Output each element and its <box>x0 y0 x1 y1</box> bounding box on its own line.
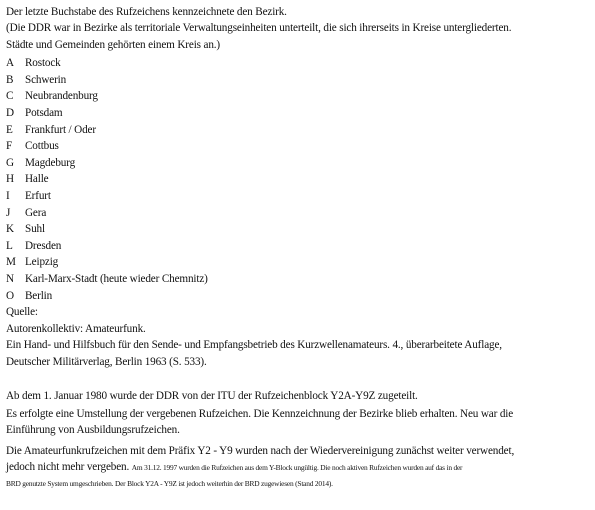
intro-line: Der letzte Buchstabe des Rufzeichens kennzeichnete den Bezirk. <box>6 6 287 18</box>
district-name: Berlin <box>25 289 53 302</box>
paragraph-line: Ab dem 1. Januar 1980 wurde der DDR von der ITU der Rufzeichenblock Y2A-Y9Z zugeteilt. <box>6 389 418 402</box>
small-print-text: Am 31.12. 1997 wurden die Rufzeichen aus dem Y-Block ungültig. Die noch aktiven Rufzeichen wurden auf das in der <box>131 463 463 473</box>
district-row <box>6 205 589 222</box>
paragraph-line-mixed <box>6 459 589 476</box>
source-title-line: Ein Hand- und Hilfsbuch für den Sende- und Empfangsbetrieb des Kurzwellenamateurs. 4., überarbeitete Auflage, <box>6 339 502 352</box>
source-title-line: Deutscher Militärverlag, Berlin 1963 (S. 533). <box>6 355 207 368</box>
paragraph-callsign-change <box>6 406 589 439</box>
district-name: Gera <box>25 206 47 219</box>
paragraph-line: Die Amateurfunkrufzeichen mit dem Präfix Y2 - Y9 wurden nach der Wiedervereinigung zunächst weiter verwendet, <box>6 444 515 457</box>
district-letter: L <box>6 239 13 252</box>
district-name: Dresden <box>25 239 62 252</box>
source-label: Quelle: <box>6 306 38 319</box>
district-letter: F <box>6 140 13 153</box>
district-name: Magdeburg <box>25 156 76 169</box>
district-name: Karl-Marx-Stadt (heute wieder Chemnitz) <box>25 272 208 285</box>
district-row <box>6 138 589 155</box>
district-row <box>6 221 589 238</box>
intro-line: Städte und Gemeinden gehörten einem Kreis an.) <box>6 38 220 51</box>
district-letter: I <box>6 189 10 202</box>
paragraph-line: Es erfolgte eine Umstellung der vergebenen Rufzeichen. Die Kennzeichnung der Bezirke blieb erhalten. Neu war die <box>6 407 514 420</box>
district-letter: J <box>6 206 11 219</box>
district-row <box>6 72 589 89</box>
district-name: Suhl <box>25 223 45 236</box>
district-row <box>6 88 589 105</box>
district-letter: H <box>6 173 14 186</box>
district-letter: O <box>6 289 14 302</box>
district-row <box>6 188 589 205</box>
small-print-line: BRD genutzte System umgeschrieben. Der Block Y2A - Y9Z ist jedoch weiterhin der BRD zugewiesen (Stand 2014). <box>6 478 333 488</box>
district-name: Cottbus <box>25 140 59 153</box>
source-section <box>6 304 589 370</box>
district-row <box>6 254 589 271</box>
district-name: Rostock <box>25 57 61 70</box>
district-name: Neubrandenburg <box>25 90 98 103</box>
district-letter: M <box>6 256 16 269</box>
source-author: Autorenkollektiv: Amateurfunk. <box>6 322 146 335</box>
district-letter: K <box>6 223 14 236</box>
district-letter: A <box>6 57 14 70</box>
intro-section <box>6 4 589 53</box>
district-letter: E <box>6 123 13 136</box>
district-letter: B <box>6 73 14 86</box>
district-letter: G <box>6 156 14 169</box>
paragraph-text: jedoch nicht mehr vergeben. <box>6 461 132 474</box>
district-name: Potsdam <box>25 107 63 119</box>
district-letter: C <box>6 90 14 103</box>
district-row <box>6 55 589 72</box>
district-name: Schwerin <box>25 73 67 86</box>
district-row <box>6 105 589 122</box>
district-name: Erfurt <box>25 189 51 202</box>
paragraph-line: Einführung von Ausbildungsrufzeichen. <box>6 424 180 437</box>
district-name: Halle <box>25 173 49 186</box>
intro-line: (Die DDR war in Bezirke als territoriale Verwaltungseinheiten unterteilt, die sich ihrerseits in Kreise untergliederten. <box>6 22 512 35</box>
district-name: Frankfurt / Oder <box>25 123 96 136</box>
paragraph-itu-allocation <box>6 388 589 404</box>
district-name: Leipzig <box>25 256 59 269</box>
district-row <box>6 288 589 305</box>
district-row <box>6 238 589 255</box>
district-row <box>6 155 589 172</box>
paragraph-reunification <box>6 443 589 490</box>
district-letter: N <box>6 272 14 285</box>
district-row <box>6 271 589 288</box>
district-list <box>6 55 589 304</box>
district-row <box>6 122 589 139</box>
district-letter: D <box>6 107 14 119</box>
district-row <box>6 171 589 188</box>
